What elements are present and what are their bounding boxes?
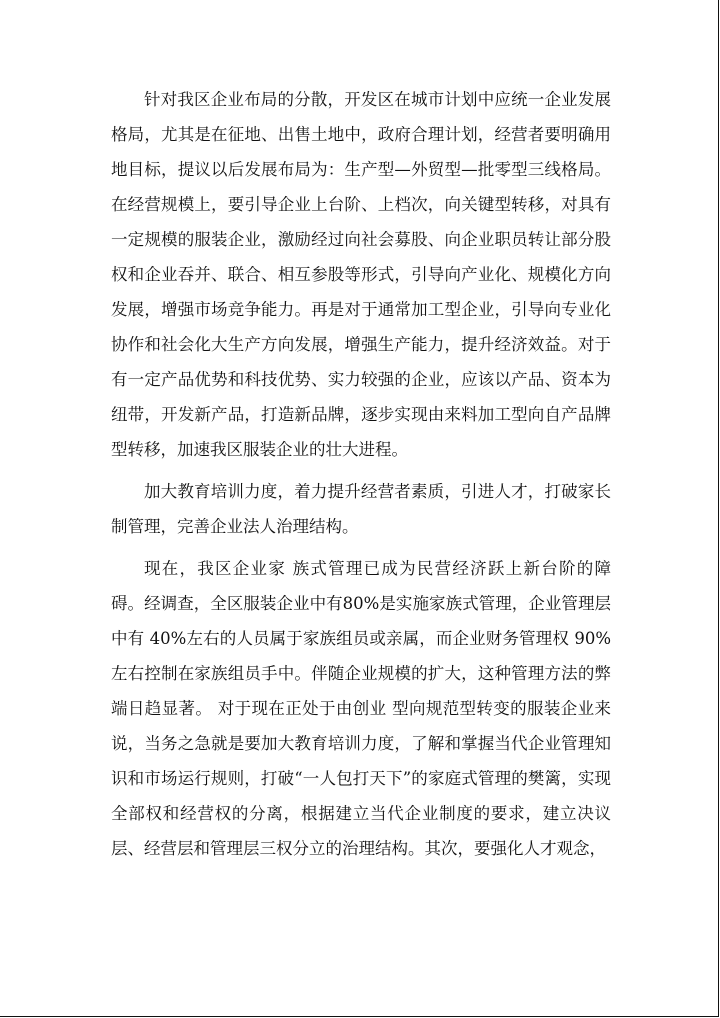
document-body: [111, 82, 611, 866]
paragraph-training-heading: 加大教育培训力度，着力提升经营者素质，引进人才，打破家长制管理，完善企业法人治理结构。: [111, 482, 611, 536]
paragraph-enterprise-layout: 针对我区企业布局的分散，开发区在城市计划中应统一企业发展格局，尤其是在征地、出售土地中，政府合理计划，经营者要明确用地目标，提议以后发展布局为：生产型—外贸型—批零型三线格局。在经营规模上，要引导企业上台阶、上档次，向关键型转移，对具有一定规模的服装企业，激励经过向社会募股、向企业职员转让部分股权和企业吞并、联合、相互参股等形式，引导向产业化、规模化方向发展，增强市场竞争能力。再是对于通常加工型企业，引导向专业化协作和社会化大生产方向发展，增强生产能力，提升经济效益。对于有一定产品优势和科技优势、实力较强的企业，应该以产品、资本为纽带，开发新产品，打造新品牌，逐步实现由来料加工型向自产品牌型转移，加速我区服装企业的壮大进程。: [111, 90, 611, 459]
paragraph-family-management: 现在，我区企业家 族式管理已成为民营经济跃上新台阶的障碍。经调查，全区服装企业中有80%是实施家族式管理，企业管理层中有 40%左右的人员属于家族组员或亲属，而企业财务管理权 90%左右控制在家族组员手中。伴随企业规模的扩大，这种管理方法的弊端日趋显著。 对于现在正处于由创业 型向规范型转变的服装企业来说，当务之急就是要加大教育培训力度，了解和掌握当代企业管理知识和市场运行规则，打破“一人包打天下”的家庭式管理的樊篱，实现全部权和经营权的分离，根据建立当代企业制度的要求，建立决议层、经营层和管理层三权分立的治理结构。其次，要强化人才观念，: [111, 559, 611, 858]
